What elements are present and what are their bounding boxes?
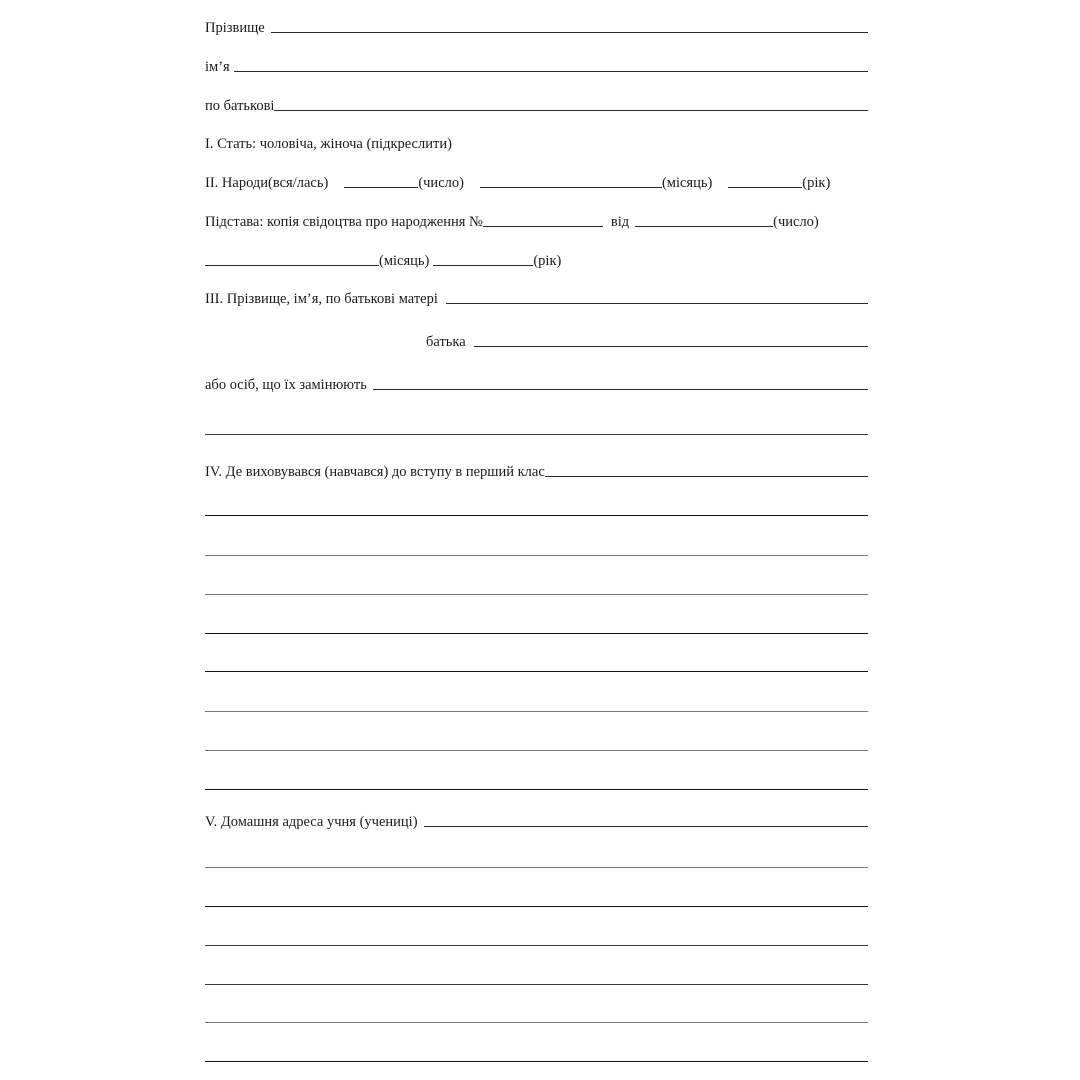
basis-year-field[interactable] [433, 265, 533, 266]
patronymic-field[interactable] [274, 110, 868, 111]
name-field[interactable] [234, 71, 868, 72]
born-year-label: (рік) [802, 175, 831, 191]
address-line-4[interactable] [205, 984, 868, 985]
born-day-field[interactable] [344, 187, 418, 188]
born-label: II. Народи(вся/лась) [205, 175, 329, 191]
name-row [205, 59, 868, 75]
schooling-row [205, 464, 868, 480]
basis-day-field[interactable] [635, 226, 773, 227]
address-line-5[interactable] [205, 1022, 868, 1023]
father-label: батька [426, 334, 466, 350]
schooling-line-5[interactable] [205, 671, 868, 672]
sex-row [205, 136, 868, 152]
sex-label[interactable]: I. Стать: чоловіча, жіноча (підкреслити) [205, 136, 452, 152]
address-line-3[interactable] [205, 945, 868, 946]
schooling-line-4[interactable] [205, 633, 868, 634]
schooling-field[interactable] [545, 476, 868, 477]
surname-row [205, 20, 868, 36]
born-year-field[interactable] [728, 187, 802, 188]
born-month-label: (місяць) [661, 175, 713, 191]
guardians-row [205, 377, 868, 393]
mother-label: III. Прізвище, ім’я, по батькові матері [205, 291, 438, 307]
surname-label: Прізвище [205, 20, 265, 36]
born-day-label: (число) [418, 175, 464, 191]
basis-date-row [205, 253, 868, 269]
mother-row [205, 291, 868, 307]
guardians-label: або осіб, що їх замінюють [205, 377, 367, 393]
schooling-line-7[interactable] [205, 750, 868, 751]
basis-day-label: (число) [773, 214, 819, 230]
certificate-number-field[interactable] [483, 226, 603, 227]
address-line-2[interactable] [205, 906, 868, 907]
address-label: V. Домашня адреса учня (учениці) [205, 814, 418, 830]
born-row [205, 175, 885, 191]
schooling-line-2[interactable] [205, 555, 868, 556]
basis-month-label: (місяць) [379, 253, 430, 269]
basis-from-label: від [610, 214, 630, 230]
basis-label: Підстава: копія свідоцтва про народження № [205, 214, 483, 230]
father-row [426, 334, 868, 350]
surname-field[interactable] [271, 32, 868, 33]
guardians-field[interactable] [373, 389, 868, 390]
basis-month-field[interactable] [205, 265, 379, 266]
schooling-label: IV. Де виховувався (навчався) до вступу в перший клас [205, 464, 545, 480]
guardians-extra-line[interactable] [205, 434, 868, 435]
schooling-line-6[interactable] [205, 711, 868, 712]
patronymic-label: по батькові [205, 98, 275, 114]
basis-row [205, 214, 885, 230]
schooling-line-1[interactable] [205, 515, 868, 516]
mother-field[interactable] [446, 303, 868, 304]
patronymic-row [205, 98, 868, 114]
address-line-1[interactable] [205, 867, 868, 868]
born-month-field[interactable] [480, 187, 662, 188]
name-label: ім’я [205, 59, 230, 75]
schooling-line-8[interactable] [205, 789, 868, 790]
address-row [205, 814, 868, 830]
address-line-6[interactable] [205, 1061, 868, 1062]
basis-year-label: (рік) [533, 253, 562, 269]
father-field[interactable] [474, 346, 868, 347]
address-field[interactable] [424, 826, 868, 827]
schooling-line-3[interactable] [205, 594, 868, 595]
